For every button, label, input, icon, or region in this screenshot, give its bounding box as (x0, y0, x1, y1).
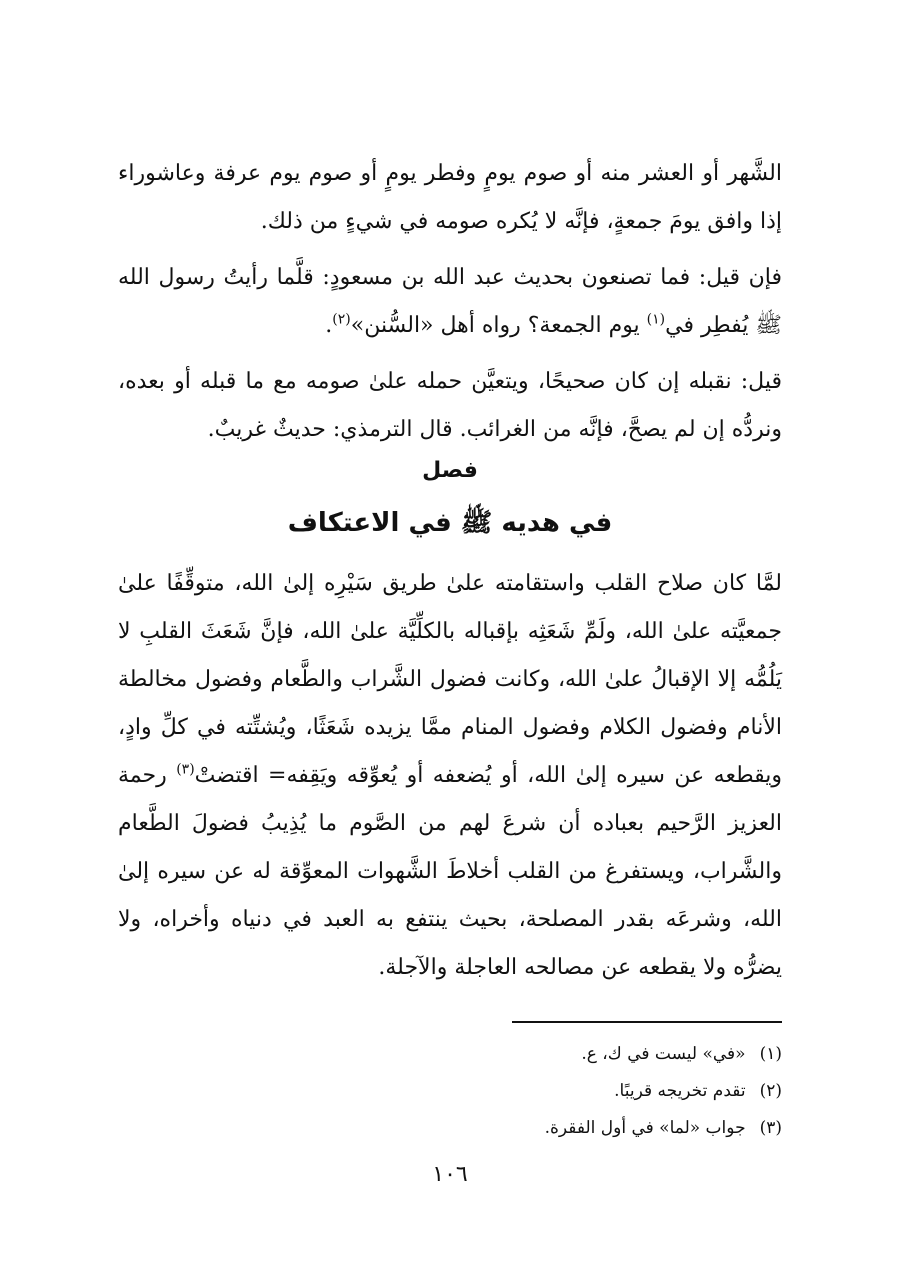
paragraph-4-text-b: رحمة العزيز الرَّحيم بعباده أن شرعَ لهم من الصَّوم ما يُذِيبُ فضولَ الطَّعام والشَّراب، ويستفرغ من القلب أخلاطَ الشَّهوات المعوِّقة له عن سيره إلىٰ الله، وشرعَه بقدر المصلحة، بحيث ينتفع به العبد في دنياه وأخراه، ولا يضرُّه ولا يقطعه عن مصالحه العاجلة والآجلة. (118, 763, 782, 980)
page-number: ١٠٦ (432, 1162, 468, 1187)
paragraph-2-text-c: . (325, 313, 333, 338)
paragraph-4-text-a: لمَّا كان صلاح القلب واستقامته علىٰ طريق سَيْرِه إلىٰ الله، متوقِّفًا علىٰ جمعيَّته علىٰ الله، ولَمِّ شَعَثِه بإقباله بالكلِّيَّة علىٰ الله، فإنَّ شَعَثَ القلبِ لا يَلُمُّه إلا الإقبالُ علىٰ الله، وكانت فضول الشَّراب والطَّعام وفضول مخالطة الأنام وفضول الكلام وفضول المنام ممَّا يزيده شَعَثًا، ويُشتِّته في كلِّ وادٍ، ويقطعه عن سيره إلىٰ الله، أو يُضعفه أو يُعوِّقه ويَقِفه= اقتضتْ (118, 571, 782, 788)
footnote-ref-1[interactable]: (١) (646, 311, 666, 328)
paragraph-2-text-a: فإن قيل: فما تصنعون بحديث عبد الله بن مسعودٍ: قلَّما رأيتُ رسول الله ﷺ يُفطِر في (118, 265, 782, 338)
footnote-1 (300, 1036, 782, 1073)
footnote-3 (300, 1110, 782, 1147)
paragraph-2-text-b: يوم الجمعة؟ رواه أهل «السُّنن» (350, 313, 647, 338)
paragraph-1-text: الشَّهر أو العشر منه أو صوم يومٍ وفطر يومٍ أو صوم يوم عرفة وعاشوراء إذا وافق يومَ جمعةٍ، فإنَّه لا يُكره صومه في شيءٍ من ذلك. (118, 161, 782, 234)
section-title: في هديه ﷺ في الاعتكاف (287, 508, 613, 538)
footnote-text: تقدم تخريجه قريبًا. (614, 1081, 746, 1101)
footnote-number: (١) (759, 1044, 782, 1064)
footnote-ref-2[interactable]: (٢) (332, 311, 351, 328)
paragraph-2 (118, 254, 782, 350)
footnote-number: (٣) (759, 1118, 782, 1138)
footnote-number: (٢) (759, 1081, 782, 1101)
paragraph-3-text: قيل: نقبله إن كان صحيحًا، ويتعيَّن حمله علىٰ صومه مع ما قبله أو بعده، ونردُّه إن لم يصحَّ، فإنَّه من الغرائب. قال الترمذي: حديثٌ غريبٌ. (118, 369, 783, 442)
footnote-text: جواب «لما» في أول الفقرة. (544, 1118, 746, 1138)
footnote-ref-3[interactable]: (٣) (176, 761, 195, 778)
paragraph-4 (118, 560, 782, 992)
footnotes (300, 1036, 782, 1147)
footnote-text: «في» ليست في ك، ع. (581, 1044, 746, 1064)
footnote-divider (512, 1021, 782, 1023)
paragraph-3 (118, 358, 782, 454)
paragraph-1 (118, 150, 782, 246)
section-label: فصل (422, 458, 478, 483)
footnote-2 (300, 1073, 782, 1110)
